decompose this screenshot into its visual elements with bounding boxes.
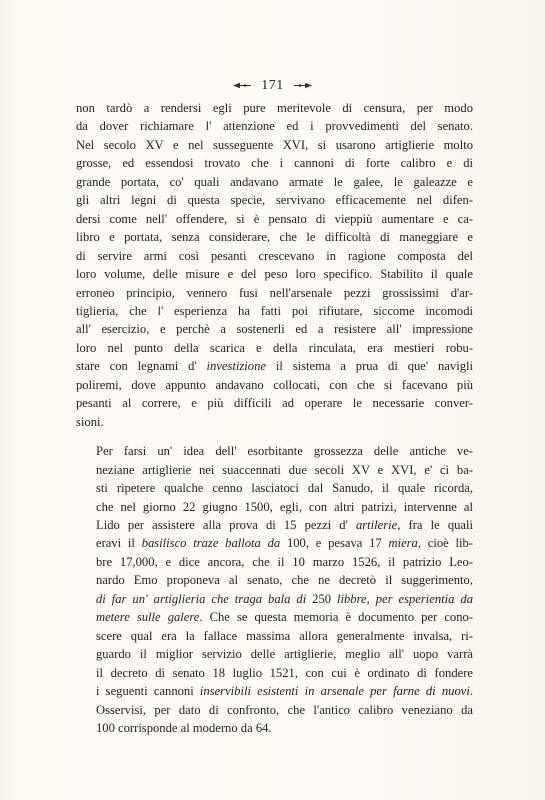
text-run: 250	[306, 591, 338, 606]
text-line	[76, 461, 473, 479]
text-run: eravi il	[96, 536, 142, 551]
text-line	[76, 479, 473, 497]
text-run: dersi come nell' offendere, si è pensato di vieppiù aumentare e ca-	[76, 211, 473, 226]
text-run: poliremi, dove appunto andavano collocati, con che si facevano più	[76, 377, 473, 392]
text-line	[76, 136, 473, 154]
text-line	[76, 247, 473, 265]
text-line	[76, 154, 473, 172]
text-run: grande portata, co' quali andavano armate le galee, le galeazze e	[76, 174, 473, 189]
text-run: il decreto di senato 18 luglio 1521, con cui è ordinato di fondere	[96, 665, 473, 680]
text-run: di servire armi così pesanti crescevano in ragione composta del	[76, 248, 473, 263]
text-run: sti ripetere qualche cenno lasciatoci dal Sanudo, il quale ricorda,	[96, 481, 473, 496]
text-run: 100 corrisponde al moderno da 64.	[96, 720, 272, 735]
text-run: pesanti al correre, e più difficili ad operare le necessarie conver-	[76, 396, 473, 411]
text-run: grosse, ed essendosi trovato che i cannoni di forte calibro e di	[76, 156, 473, 171]
text-line	[76, 682, 473, 700]
text-run: non tardò a rendersi egli pure meritevole di censura, per modo	[76, 101, 473, 115]
text-line	[76, 627, 473, 645]
text-run: i seguenti cannoni	[96, 684, 200, 699]
text-line	[76, 413, 473, 431]
body-text	[76, 99, 473, 737]
text-run: loro volume, delle misure e del peso loro specifico. Stabilito il quale	[76, 267, 473, 282]
text-line	[76, 645, 473, 663]
text-run: libro e portata, senza considerare, che le difficoltà di maneggiare e	[76, 230, 473, 245]
text-line	[76, 191, 473, 209]
right-ornament-icon	[293, 82, 313, 89]
text-run: da dover richiamare l' attenzione ed i provvedimenti del senato.	[76, 119, 473, 134]
text-run: gli altri legni di questa specie, servivano efficacemente nel difen-	[76, 193, 473, 208]
text-line	[76, 357, 473, 375]
text-run: tiglieria, che l' esperienza ha fatti poi rifiutare, siccome incomodi	[76, 303, 473, 318]
text-line	[76, 339, 473, 357]
left-ornament-icon	[232, 82, 252, 89]
text-run: il sistema a prua di que' navigli	[266, 359, 473, 374]
text-line	[76, 376, 473, 394]
italic-phrase: inservibili esistenti in arsenale per farne di nuovi	[199, 684, 470, 699]
text-line	[76, 664, 473, 682]
text-line	[76, 173, 473, 191]
text-line	[76, 516, 473, 534]
text-run: , fra le quali	[397, 517, 473, 532]
text-run: .	[469, 684, 473, 699]
text-line	[76, 442, 473, 460]
text-run: . Che se questa memoria è documento per cono-	[199, 610, 473, 625]
text-line	[76, 571, 473, 589]
bleed-through-text	[305, 626, 308, 637]
text-line	[76, 394, 473, 412]
text-run: che nel giorno 22 giugno 1500, egli, con altri patrizi, intervenne al	[96, 499, 473, 514]
text-run: nardo Emo proponeva al senato, che ne decretò il suggerimento,	[96, 573, 473, 588]
page-number: 171	[261, 78, 284, 93]
italic-phrase: basilisco traze ballota da	[141, 536, 281, 551]
text-line	[76, 210, 473, 228]
italic-phrase: di far un' artiglieria che traga bala di	[96, 591, 307, 606]
italic-phrase: metere sulle galere	[96, 610, 200, 625]
text-run: sioni.	[76, 414, 104, 429]
text-line	[76, 302, 473, 320]
italic-phrase: libbre, per esperientia da	[337, 591, 473, 606]
text-run: loro nel punto della scarica e della rinculata, era mestieri robu-	[76, 340, 473, 355]
text-run: erroneo principio, vennero fusi nell'arsenale pezzi grossissimi d'ar-	[76, 285, 473, 300]
text-line	[76, 498, 473, 516]
text-line	[76, 534, 473, 552]
text-run: guardo il miglior servizio delle artiglierie, meglio all' uopo varrà	[96, 647, 473, 662]
text-line	[76, 265, 473, 283]
text-run: Per farsi un' idea dell' esorbitante grossezza delle antiche ve-	[96, 444, 473, 459]
paragraph-1	[76, 99, 473, 431]
italic-phrase: miera	[388, 536, 418, 551]
text-line	[76, 701, 473, 719]
italic-phrase: investizione	[206, 359, 266, 374]
text-line	[76, 284, 473, 302]
text-run: , cioè lib-	[417, 536, 473, 551]
text-run: 100, e pesava 17	[280, 536, 389, 551]
text-run: Nel secolo XV e nel susseguente XVI, si usarono artiglierie molto	[76, 137, 473, 152]
text-run: bre 17,000, e dice ancora, che il 10 marzo 1526, il patrizio Leo-	[96, 554, 473, 569]
text-line	[76, 320, 473, 338]
text-run: neziane artiglierie nei suaccennati due secoli XV e XVI, e' ci ba-	[96, 462, 473, 477]
text-line	[76, 719, 473, 737]
text-line	[76, 553, 473, 571]
text-run: scere qual era la fallace massima allora generalmente invalsa, ri-	[96, 628, 473, 643]
text-run: all' esercizio, e perchè a sostenerli ed a resistere all' impressione	[76, 322, 473, 337]
page-number-header	[0, 78, 545, 94]
text-run: stare con legnami d'	[76, 359, 207, 374]
text-line	[76, 228, 473, 246]
text-line	[76, 99, 473, 117]
text-line	[76, 117, 473, 135]
text-line	[76, 608, 473, 626]
italic-phrase: artilerie	[355, 517, 398, 532]
text-run: Osservisi, per dato di confronto, che l'antico calibro veneziano da	[96, 702, 473, 717]
text-line	[76, 590, 473, 608]
paragraph-2	[76, 442, 473, 737]
text-run: Lido per assistere alla prova di 15 pezzi d'	[96, 517, 356, 532]
